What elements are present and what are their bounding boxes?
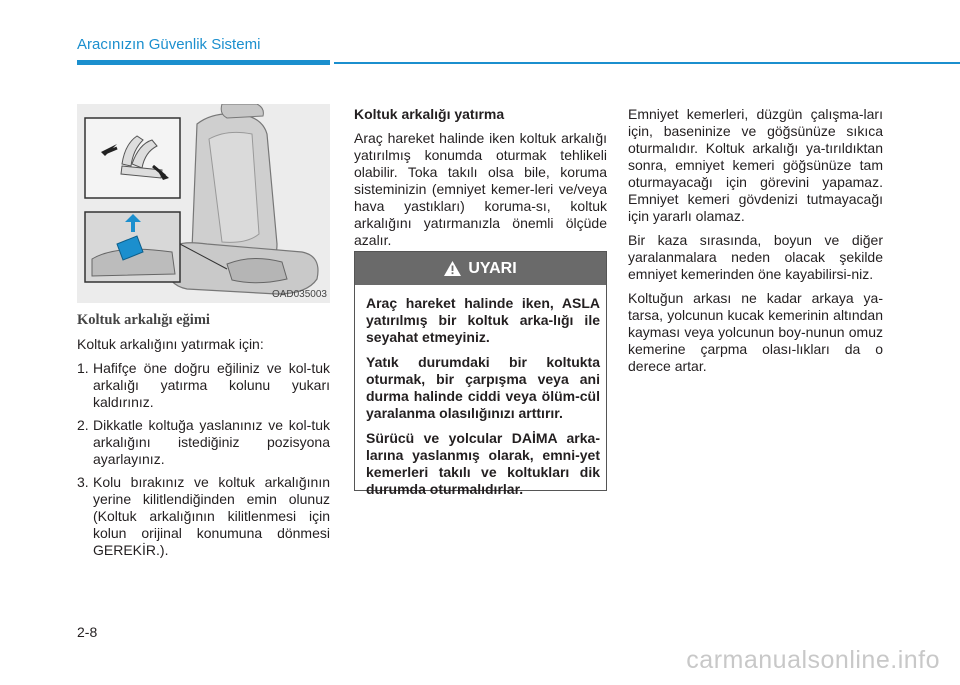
warning-header bbox=[355, 252, 606, 285]
step-item bbox=[77, 360, 330, 411]
warning-paragraph: Araç hareket halinde iken, ASLA yatırılmış bir koltuk arka-lığı ile seyahat etmeyiniz. bbox=[366, 295, 600, 345]
section-title: Aracınızın Güvenlik Sistemi bbox=[77, 36, 261, 53]
body-paragraph: Koltuğun arkası ne kadar arkaya ya-tarsa, yolcunun kucak kemerinin altından kayması veya yolcunun boy-nunun omuz kemerine çarpma olası-lıkları da o derece artar. bbox=[628, 290, 883, 374]
step-number: 1. bbox=[77, 360, 89, 376]
step-number: 2. bbox=[77, 417, 89, 433]
header-rule-thick bbox=[77, 60, 330, 65]
page-number: 2-8 bbox=[77, 624, 98, 640]
body-paragraph: Emniyet kemerleri, düzgün çalışma-ları için, baseninize ve göğsünüze sıkıca oturmalıdır. Koltuk arkalığı ya-tırıldıktan sonra, emniyet kemeri göğsünüze tam oturmayacağı için görevini yapamaz. Emniyet kemeri gövdenizi tutmayacağı için yararlı olamaz. bbox=[628, 106, 883, 224]
warning-body bbox=[355, 285, 606, 498]
body-paragraph: Araç hareket halinde iken koltuk arkalığı yatırılmış konumda oturmak tehlikeli olabilir. Toka takılı olsa bile, koruma sisteminizin (emniyet kemer-leri ve/veya hava yastıkları) koruma-sı, koltuk arkalığını yatırmanızla önemli ölçüde azalır. bbox=[354, 130, 607, 248]
figure-caption: Koltuk arkalığı eğimi bbox=[77, 312, 210, 328]
headrest-shape bbox=[221, 104, 263, 118]
step-text: Kolu bırakınız ve koltuk arkalığının yerine kilitlendiğinden emin olunuz (Koltuk arkalığının kilitlenmesi için kolun orijinal konumuna dönmesi GEREKİR.). bbox=[93, 474, 330, 558]
header-rule-thin bbox=[334, 62, 960, 64]
seat-side-panel bbox=[227, 258, 287, 282]
warning-triangle-icon bbox=[444, 261, 461, 276]
warning-box bbox=[354, 251, 607, 497]
warning-paragraph: Yatık durumdaki bir koltukta oturmak, bir çarpışma veya ani durma halinde ciddi veya ölüm-cül yaralanma olasılığınızı arttırır. bbox=[366, 354, 600, 421]
step-item bbox=[77, 417, 330, 468]
figure-code: OAD035003 bbox=[271, 289, 327, 300]
warning-title: UYARI bbox=[468, 259, 517, 277]
step-item bbox=[77, 474, 330, 559]
seat-recline-illustration bbox=[77, 104, 330, 303]
watermark-text: carmanualsonline.info bbox=[686, 646, 940, 674]
body-paragraph: Bir kaza sırasında, boyun ve diğer yaralanmalara neden olacak şekilde emniyet kemerinden öne kayabilirsi-niz. bbox=[628, 232, 883, 282]
step-text: Hafifçe öne doğru eğiliniz ve kol-tuk arkalığı yatırma kolunu yukarı kaldırınız. bbox=[93, 360, 330, 410]
column-middle bbox=[354, 106, 607, 256]
section-heading: Koltuk arkalığı yatırma bbox=[354, 106, 505, 122]
column-left bbox=[77, 312, 330, 565]
warning-paragraph: Sürücü ve yolcular DAİMA arka-larına yaslanmış olarak, emni-yet kemerleri takılı ve koltukları dik durumda oturmalıdırlar. bbox=[366, 430, 600, 497]
intro-text: Koltuk arkalığını yatırmak için: bbox=[77, 336, 264, 352]
column-right bbox=[628, 106, 883, 382]
step-text: Dikkatle koltuğa yaslanınız ve kol-tuk arkalığını istediğiniz pozisyona ayarlayınız. bbox=[93, 417, 330, 467]
steps-list bbox=[77, 360, 330, 559]
step-number: 3. bbox=[77, 474, 89, 490]
seat-illustration-svg bbox=[77, 104, 330, 303]
